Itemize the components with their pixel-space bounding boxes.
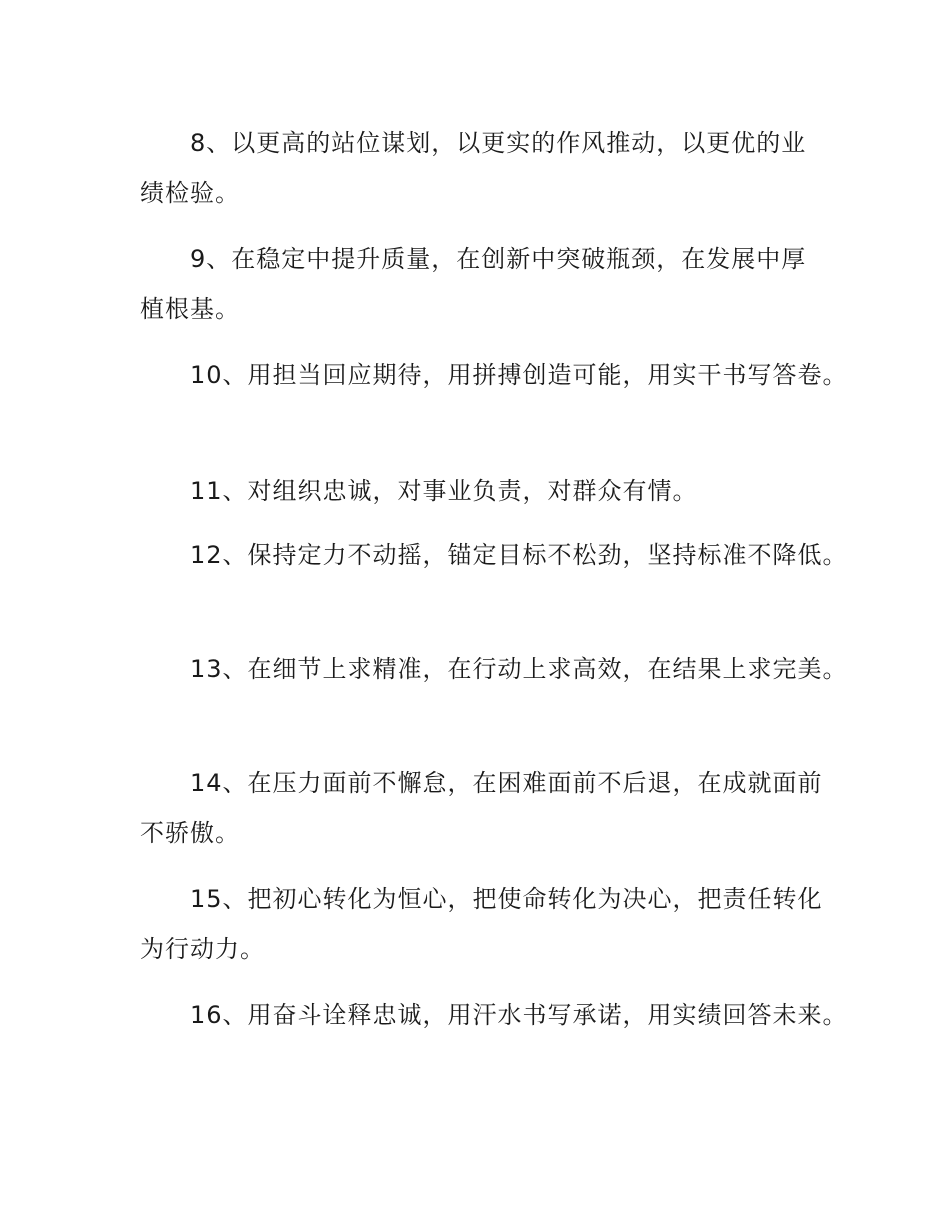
item-8-line-2: 绩检验。 — [140, 179, 240, 207]
item-9-line-2: 植根基。 — [140, 295, 240, 323]
item-14-line-1: 14、在压力面前不懈怠，在困难面前不后退，在成就面前 — [190, 769, 823, 797]
item-11-line-1: 11、对组织忠诚，对事业负责，对群众有情。 — [190, 477, 698, 505]
item-8-line-1: 8、以更高的站位谋划，以更实的作风推动，以更优的业 — [190, 129, 807, 157]
item-12-line-1: 12、保持定力不动摇，锚定目标不松劲，坚持标准不降低。 — [190, 541, 848, 569]
item-10-line-1: 10、用担当回应期待，用拼搏创造可能，用实干书写答卷。 — [190, 361, 848, 389]
item-15-line-1: 15、把初心转化为恒心，把使命转化为决心，把责任转化 — [190, 885, 823, 913]
item-16-line-1: 16、用奋斗诠释忠诚，用汗水书写承诺，用实绩回答未来。 — [190, 1001, 848, 1029]
item-13-line-1: 13、在细节上求精准，在行动上求高效，在结果上求完美。 — [190, 655, 848, 683]
item-15-line-2: 为行动力。 — [140, 935, 265, 963]
item-14-line-2: 不骄傲。 — [140, 819, 240, 847]
item-9-line-1: 9、在稳定中提升质量，在创新中突破瓶颈，在发展中厚 — [190, 245, 807, 273]
